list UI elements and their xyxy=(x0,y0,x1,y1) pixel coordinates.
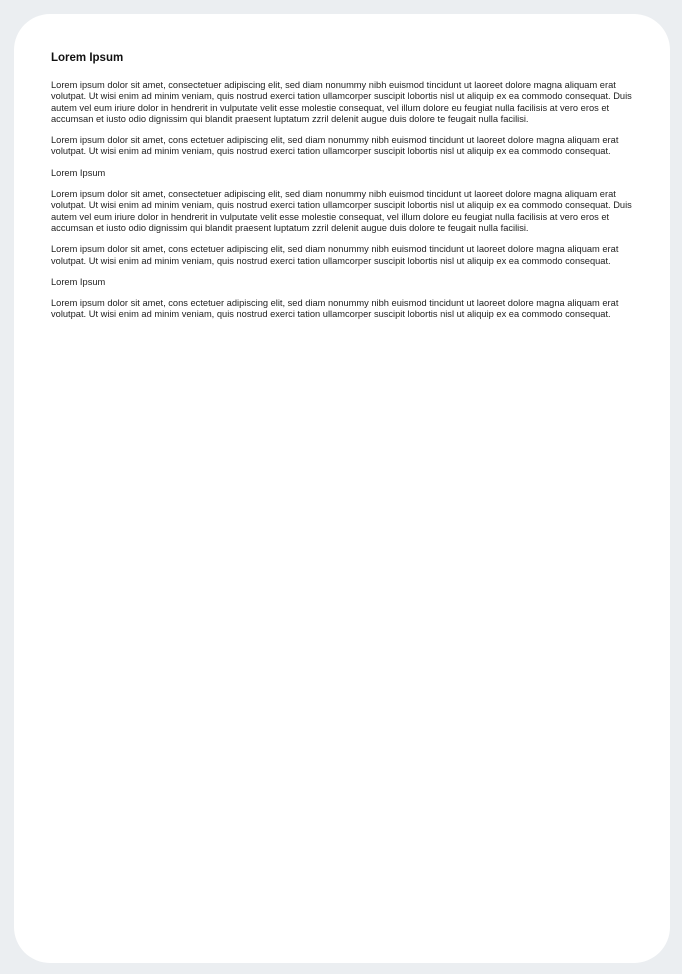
document-page xyxy=(14,14,670,963)
document-content xyxy=(51,51,633,331)
section-heading: Lorem Ipsum xyxy=(51,167,106,178)
paragraph: Lorem ipsum dolor sit amet, consectetuer adipiscing elit, sed diam nonummy nibh euismod tincidunt ut laoreet dolore magna aliquam erat volutpat. Ut wisi enim ad minim veniam, quis nostrud exerci tation ullamcorper suscipit lobortis nisl ut aliquip ex ea commodo consequat. Duis autem vel eum iriure dolor in hendrerit in vulputate velit esse molestie consequat, vel illum dolore eu feugiat nulla facilisis at vero eros et accumsan et iusto odio dignissim qui blandit praesent luptatum zzril delenit augue duis dolore te feugait nulla facilisi. xyxy=(51,80,632,124)
paragraph: Lorem ipsum dolor sit amet, cons ectetuer adipiscing elit, sed diam nonummy nibh euismod tincidunt ut laoreet dolore magna aliquam erat volutpat. Ut wisi enim ad minim veniam, quis nostrud exerci tation ullamcorper suscipit lobortis nisl ut aliquip ex ea commodo consequat. xyxy=(51,135,619,157)
document-title: Lorem Ipsum xyxy=(51,52,124,64)
paragraph: Lorem ipsum dolor sit amet, cons ectetuer adipiscing elit, sed diam nonummy nibh euismod tincidunt ut laoreet dolore magna aliquam erat volutpat. Ut wisi enim ad minim veniam, quis nostrud exerci tation ullamcorper suscipit lobortis nisl ut aliquip ex ea commodo consequat. xyxy=(51,244,619,266)
paragraph: Lorem ipsum dolor sit amet, consectetuer adipiscing elit, sed diam nonummy nibh euismod tincidunt ut laoreet dolore magna aliquam erat volutpat. Ut wisi enim ad minim veniam, quis nostrud exerci tation ullamcorper suscipit lobortis nisl ut aliquip ex ea commodo consequat. Duis autem vel eum iriure dolor in hendrerit in vulputate velit esse molestie consequat, vel illum dolore eu feugiat nulla facilisis at vero eros et accumsan et iusto odio dignissim qui blandit praesent luptatum zzril delenit augue duis dolore te feugait nulla facilisi. xyxy=(51,189,632,233)
paragraph: Lorem ipsum dolor sit amet, cons ectetuer adipiscing elit, sed diam nonummy nibh euismod tincidunt ut laoreet dolore magna aliquam erat volutpat. Ut wisi enim ad minim veniam, quis nostrud exerci tation ullamcorper suscipit lobortis nisl ut aliquip ex ea commodo consequat. xyxy=(51,298,619,320)
section-heading: Lorem Ipsum xyxy=(51,276,106,287)
